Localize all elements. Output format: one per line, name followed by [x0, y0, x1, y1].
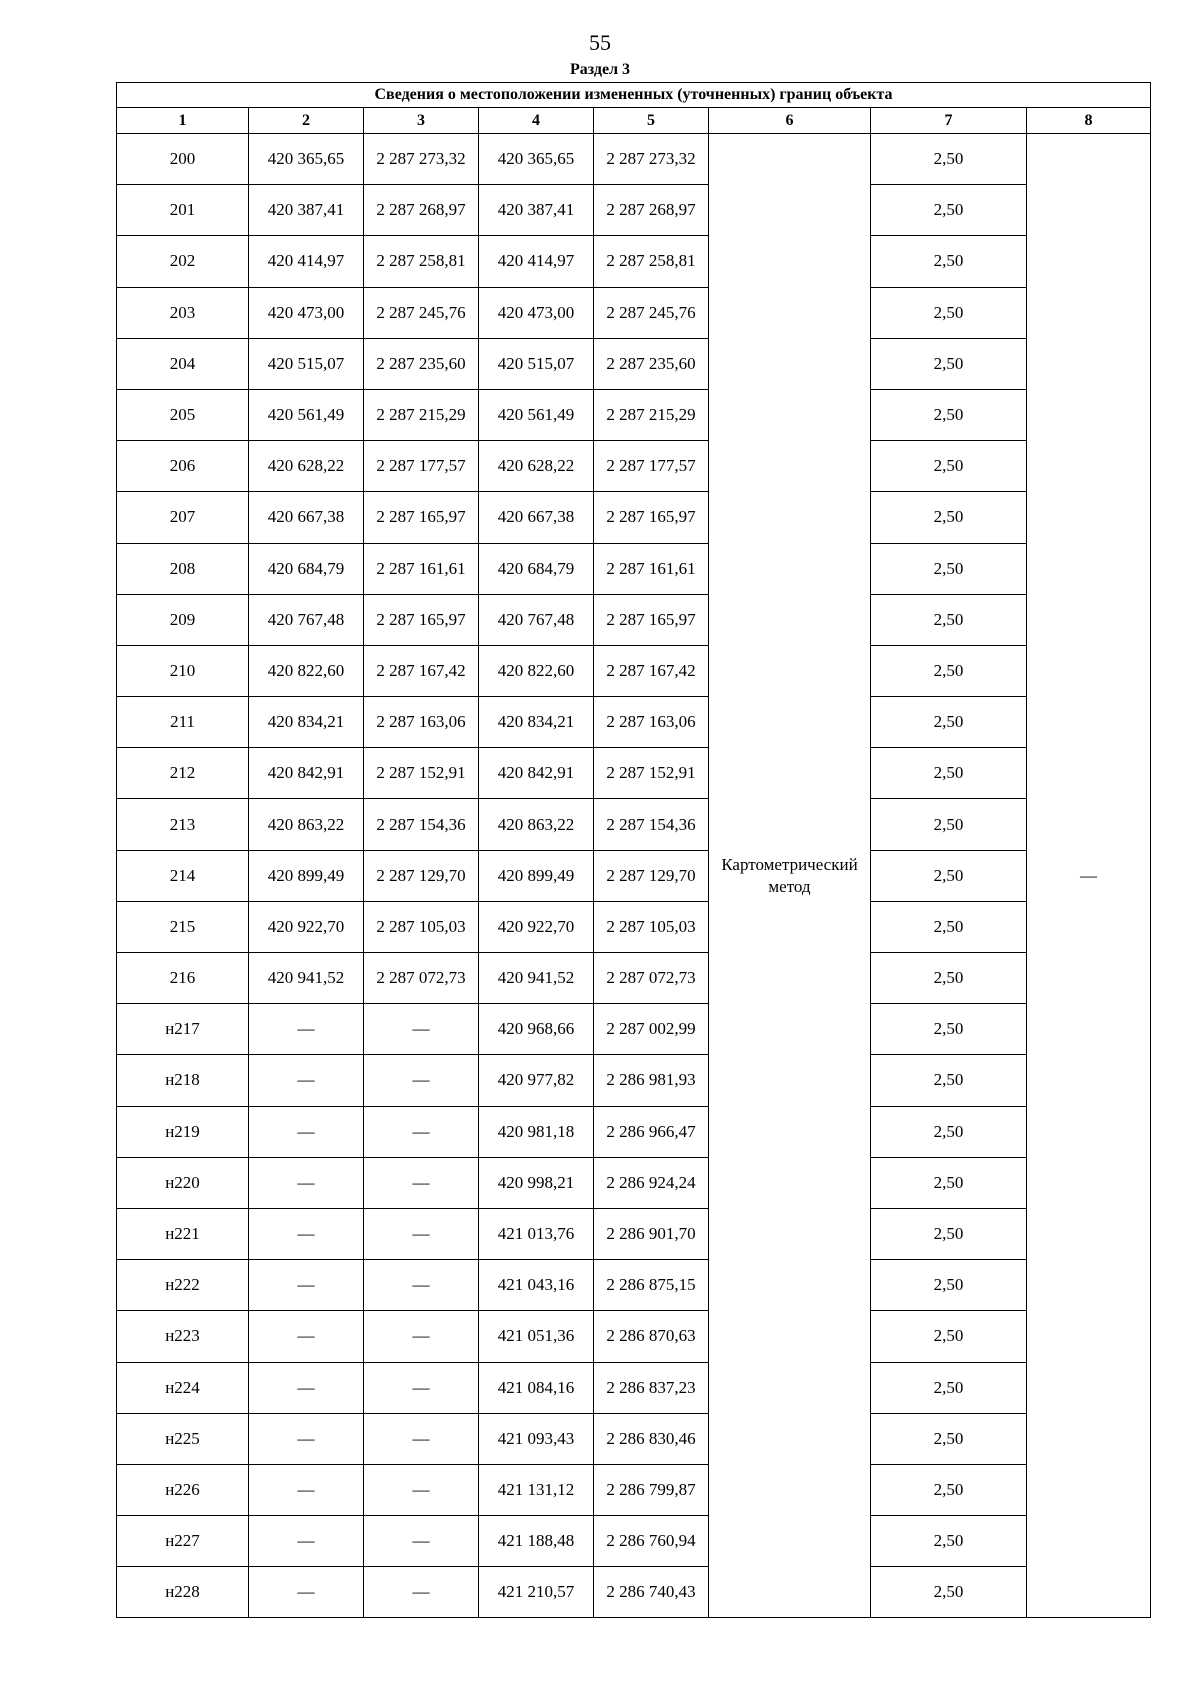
accuracy-cell: 2,50 — [871, 850, 1027, 901]
existing-y-cell: 2 287 258,81 — [364, 236, 479, 287]
refined-x-cell: 420 941,52 — [479, 953, 594, 1004]
point-number-cell: 215 — [117, 901, 249, 952]
table-row — [117, 492, 1151, 543]
accuracy-cell: 2,50 — [871, 1004, 1027, 1055]
point-number-cell: 203 — [117, 287, 249, 338]
existing-x-cell: 420 473,00 — [249, 287, 364, 338]
accuracy-cell: 2,50 — [871, 1106, 1027, 1157]
existing-y-cell: 2 287 165,97 — [364, 492, 479, 543]
refined-x-cell: 420 473,00 — [479, 287, 594, 338]
column-number: 5 — [594, 108, 709, 134]
accuracy-cell: 2,50 — [871, 1464, 1027, 1515]
refined-y-cell: 2 287 235,60 — [594, 338, 709, 389]
accuracy-cell: 2,50 — [871, 1208, 1027, 1259]
table-row — [117, 236, 1151, 287]
existing-y-cell: 2 287 235,60 — [364, 338, 479, 389]
existing-y-cell: — — [364, 1208, 479, 1259]
existing-x-cell: — — [249, 1260, 364, 1311]
existing-x-cell: 420 414,97 — [249, 236, 364, 287]
point-number-cell: 207 — [117, 492, 249, 543]
refined-y-cell: 2 287 165,97 — [594, 492, 709, 543]
accuracy-cell: 2,50 — [871, 543, 1027, 594]
refined-y-cell: 2 287 165,97 — [594, 594, 709, 645]
existing-x-cell: — — [249, 1106, 364, 1157]
existing-x-cell: 420 767,48 — [249, 594, 364, 645]
table-row — [117, 850, 1151, 901]
point-number-cell: 204 — [117, 338, 249, 389]
accuracy-cell: 2,50 — [871, 236, 1027, 287]
refined-y-cell: 2 287 129,70 — [594, 850, 709, 901]
existing-x-cell: 420 515,07 — [249, 338, 364, 389]
refined-y-cell: 2 286 870,63 — [594, 1311, 709, 1362]
refined-y-cell: 2 287 273,32 — [594, 134, 709, 185]
column-number: 8 — [1027, 108, 1151, 134]
refined-x-cell: 420 365,65 — [479, 134, 594, 185]
accuracy-cell: 2,50 — [871, 645, 1027, 696]
refined-y-cell: 2 287 215,29 — [594, 389, 709, 440]
refined-y-cell: 2 287 258,81 — [594, 236, 709, 287]
column-number-row — [117, 108, 1151, 134]
refined-y-cell: 2 286 966,47 — [594, 1106, 709, 1157]
refined-y-cell: 2 286 875,15 — [594, 1260, 709, 1311]
point-number-cell: 209 — [117, 594, 249, 645]
existing-y-cell: 2 287 215,29 — [364, 389, 479, 440]
refined-y-cell: 2 287 152,91 — [594, 748, 709, 799]
section-title: Раздел 3 — [569, 61, 631, 78]
point-number-cell: 208 — [117, 543, 249, 594]
refined-x-cell: 421 013,76 — [479, 1208, 594, 1259]
refined-x-cell: 421 188,48 — [479, 1516, 594, 1567]
point-number-cell: н227 — [117, 1516, 249, 1567]
refined-y-cell: 2 287 105,03 — [594, 901, 709, 952]
refined-y-cell: 2 286 924,24 — [594, 1157, 709, 1208]
point-number-cell: н220 — [117, 1157, 249, 1208]
existing-x-cell: 420 628,22 — [249, 441, 364, 492]
point-number-cell: 213 — [117, 799, 249, 850]
refined-x-cell: 420 767,48 — [479, 594, 594, 645]
existing-y-cell: — — [364, 1516, 479, 1567]
refined-y-cell: 2 286 837,23 — [594, 1362, 709, 1413]
existing-x-cell: 420 365,65 — [249, 134, 364, 185]
refined-x-cell: 421 043,16 — [479, 1260, 594, 1311]
table-row — [117, 1106, 1151, 1157]
existing-x-cell: — — [249, 1516, 364, 1567]
table-row — [117, 901, 1151, 952]
accuracy-cell: 2,50 — [871, 953, 1027, 1004]
existing-y-cell: 2 287 072,73 — [364, 953, 479, 1004]
table-row — [117, 1464, 1151, 1515]
existing-x-cell: — — [249, 1311, 364, 1362]
point-number-cell: 200 — [117, 134, 249, 185]
table-row — [117, 1567, 1151, 1618]
column-number: 7 — [871, 108, 1027, 134]
table-row — [117, 1208, 1151, 1259]
accuracy-cell: 2,50 — [871, 1362, 1027, 1413]
point-number-cell: 202 — [117, 236, 249, 287]
refined-x-cell: 420 628,22 — [479, 441, 594, 492]
existing-y-cell: 2 287 152,91 — [364, 748, 479, 799]
point-number-cell: н221 — [117, 1208, 249, 1259]
refined-x-cell: 420 899,49 — [479, 850, 594, 901]
accuracy-cell: 2,50 — [871, 1260, 1027, 1311]
accuracy-cell: 2,50 — [871, 799, 1027, 850]
accuracy-cell: 2,50 — [871, 1311, 1027, 1362]
table-body — [117, 134, 1151, 1618]
accuracy-cell: 2,50 — [871, 1055, 1027, 1106]
accuracy-cell: 2,50 — [871, 338, 1027, 389]
existing-x-cell: 420 941,52 — [249, 953, 364, 1004]
table-row — [117, 389, 1151, 440]
point-number-cell: н219 — [117, 1106, 249, 1157]
point-number-cell: н223 — [117, 1311, 249, 1362]
table-row — [117, 799, 1151, 850]
existing-x-cell: 420 842,91 — [249, 748, 364, 799]
column-number: 1 — [117, 108, 249, 134]
refined-x-cell: 421 210,57 — [479, 1567, 594, 1618]
table-row — [117, 134, 1151, 185]
existing-y-cell: — — [364, 1311, 479, 1362]
refined-y-cell: 2 286 740,43 — [594, 1567, 709, 1618]
point-number-cell: н217 — [117, 1004, 249, 1055]
point-number-cell: 201 — [117, 185, 249, 236]
refined-y-cell: 2 287 154,36 — [594, 799, 709, 850]
table-row — [117, 697, 1151, 748]
table-caption: Сведения о местоположении измененных (уточненных) границ объекта — [117, 83, 1151, 108]
existing-x-cell: 420 667,38 — [249, 492, 364, 543]
table-row — [117, 1516, 1151, 1567]
refined-x-cell: 420 977,82 — [479, 1055, 594, 1106]
existing-x-cell: — — [249, 1413, 364, 1464]
accuracy-cell: 2,50 — [871, 492, 1027, 543]
column-number: 2 — [249, 108, 364, 134]
point-number-cell: н225 — [117, 1413, 249, 1464]
existing-y-cell: 2 287 163,06 — [364, 697, 479, 748]
accuracy-cell: 2,50 — [871, 1413, 1027, 1464]
refined-y-cell: 2 287 002,99 — [594, 1004, 709, 1055]
existing-x-cell: — — [249, 1055, 364, 1106]
accuracy-cell: 2,50 — [871, 389, 1027, 440]
accuracy-cell: 2,50 — [871, 594, 1027, 645]
table-row — [117, 1055, 1151, 1106]
refined-x-cell: 420 387,41 — [479, 185, 594, 236]
refined-x-cell: 421 084,16 — [479, 1362, 594, 1413]
existing-x-cell: 420 822,60 — [249, 645, 364, 696]
existing-y-cell: 2 287 245,76 — [364, 287, 479, 338]
existing-x-cell: — — [249, 1157, 364, 1208]
refined-y-cell: 2 287 245,76 — [594, 287, 709, 338]
table-row — [117, 1260, 1151, 1311]
table-row — [117, 1311, 1151, 1362]
existing-y-cell: 2 287 273,32 — [364, 134, 479, 185]
existing-x-cell: 420 922,70 — [249, 901, 364, 952]
method-cell: Картометрический метод — [709, 134, 871, 1618]
table-row — [117, 543, 1151, 594]
table-row — [117, 287, 1151, 338]
table-row — [117, 185, 1151, 236]
table-row — [117, 953, 1151, 1004]
point-number-cell: н218 — [117, 1055, 249, 1106]
point-number-cell: н228 — [117, 1567, 249, 1618]
accuracy-cell: 2,50 — [871, 1567, 1027, 1618]
page-number: 55 — [589, 30, 611, 55]
refined-x-cell: 421 093,43 — [479, 1413, 594, 1464]
refined-x-cell: 420 922,70 — [479, 901, 594, 952]
existing-y-cell: — — [364, 1055, 479, 1106]
refined-y-cell: 2 286 799,87 — [594, 1464, 709, 1515]
existing-x-cell: 420 561,49 — [249, 389, 364, 440]
refined-x-cell: 420 863,22 — [479, 799, 594, 850]
table-row — [117, 645, 1151, 696]
existing-x-cell: 420 899,49 — [249, 850, 364, 901]
refined-x-cell: 420 414,97 — [479, 236, 594, 287]
point-number-cell: н224 — [117, 1362, 249, 1413]
refined-x-cell: 420 684,79 — [479, 543, 594, 594]
refined-y-cell: 2 287 167,42 — [594, 645, 709, 696]
point-number-cell: 206 — [117, 441, 249, 492]
table-row — [117, 1362, 1151, 1413]
existing-x-cell: 420 863,22 — [249, 799, 364, 850]
refined-y-cell: 2 286 901,70 — [594, 1208, 709, 1259]
existing-x-cell: — — [249, 1004, 364, 1055]
accuracy-cell: 2,50 — [871, 287, 1027, 338]
refined-y-cell: 2 286 830,46 — [594, 1413, 709, 1464]
table-row — [117, 1157, 1151, 1208]
existing-y-cell: — — [364, 1413, 479, 1464]
accuracy-cell: 2,50 — [871, 441, 1027, 492]
refined-y-cell: 2 287 177,57 — [594, 441, 709, 492]
existing-y-cell: 2 287 167,42 — [364, 645, 479, 696]
accuracy-cell: 2,50 — [871, 1157, 1027, 1208]
refined-y-cell: 2 286 760,94 — [594, 1516, 709, 1567]
accuracy-cell: 2,50 — [871, 748, 1027, 799]
refined-x-cell: 420 822,60 — [479, 645, 594, 696]
existing-y-cell: — — [364, 1004, 479, 1055]
accuracy-cell: 2,50 — [871, 1516, 1027, 1567]
column-8-cell: — — [1027, 134, 1151, 1618]
existing-y-cell: 2 287 268,97 — [364, 185, 479, 236]
existing-y-cell: — — [364, 1106, 479, 1157]
refined-x-cell: 420 834,21 — [479, 697, 594, 748]
refined-y-cell: 2 286 981,93 — [594, 1055, 709, 1106]
refined-x-cell: 420 515,07 — [479, 338, 594, 389]
point-number-cell: 212 — [117, 748, 249, 799]
refined-x-cell: 421 131,12 — [479, 1464, 594, 1515]
existing-x-cell: — — [249, 1362, 364, 1413]
table-row — [117, 1413, 1151, 1464]
table-row — [117, 594, 1151, 645]
table-row — [117, 748, 1151, 799]
existing-y-cell: — — [364, 1260, 479, 1311]
point-number-cell: 205 — [117, 389, 249, 440]
column-number: 3 — [364, 108, 479, 134]
refined-x-cell: 421 051,36 — [479, 1311, 594, 1362]
refined-x-cell: 420 968,66 — [479, 1004, 594, 1055]
point-number-cell: 216 — [117, 953, 249, 1004]
existing-x-cell: 420 387,41 — [249, 185, 364, 236]
column-number: 4 — [479, 108, 594, 134]
point-number-cell: 214 — [117, 850, 249, 901]
refined-x-cell: 420 842,91 — [479, 748, 594, 799]
existing-x-cell: 420 684,79 — [249, 543, 364, 594]
accuracy-cell: 2,50 — [871, 134, 1027, 185]
existing-y-cell: — — [364, 1464, 479, 1515]
refined-x-cell: 420 667,38 — [479, 492, 594, 543]
refined-x-cell: 420 981,18 — [479, 1106, 594, 1157]
refined-y-cell: 2 287 163,06 — [594, 697, 709, 748]
table-row — [117, 338, 1151, 389]
existing-y-cell: — — [364, 1362, 479, 1413]
accuracy-cell: 2,50 — [871, 185, 1027, 236]
boundary-coordinates-table — [116, 82, 1151, 1618]
column-number: 6 — [709, 108, 871, 134]
refined-y-cell: 2 287 072,73 — [594, 953, 709, 1004]
table-row — [117, 1004, 1151, 1055]
existing-x-cell: 420 834,21 — [249, 697, 364, 748]
existing-x-cell: — — [249, 1208, 364, 1259]
refined-x-cell: 420 561,49 — [479, 389, 594, 440]
existing-y-cell: 2 287 105,03 — [364, 901, 479, 952]
table-row — [117, 441, 1151, 492]
point-number-cell: н226 — [117, 1464, 249, 1515]
point-number-cell: 211 — [117, 697, 249, 748]
existing-y-cell: — — [364, 1157, 479, 1208]
refined-y-cell: 2 287 161,61 — [594, 543, 709, 594]
accuracy-cell: 2,50 — [871, 901, 1027, 952]
existing-x-cell: — — [249, 1464, 364, 1515]
existing-y-cell: — — [364, 1567, 479, 1618]
existing-y-cell: 2 287 177,57 — [364, 441, 479, 492]
refined-x-cell: 420 998,21 — [479, 1157, 594, 1208]
point-number-cell: 210 — [117, 645, 249, 696]
refined-y-cell: 2 287 268,97 — [594, 185, 709, 236]
existing-y-cell: 2 287 129,70 — [364, 850, 479, 901]
existing-y-cell: 2 287 154,36 — [364, 799, 479, 850]
point-number-cell: н222 — [117, 1260, 249, 1311]
existing-y-cell: 2 287 161,61 — [364, 543, 479, 594]
existing-x-cell: — — [249, 1567, 364, 1618]
accuracy-cell: 2,50 — [871, 697, 1027, 748]
existing-y-cell: 2 287 165,97 — [364, 594, 479, 645]
